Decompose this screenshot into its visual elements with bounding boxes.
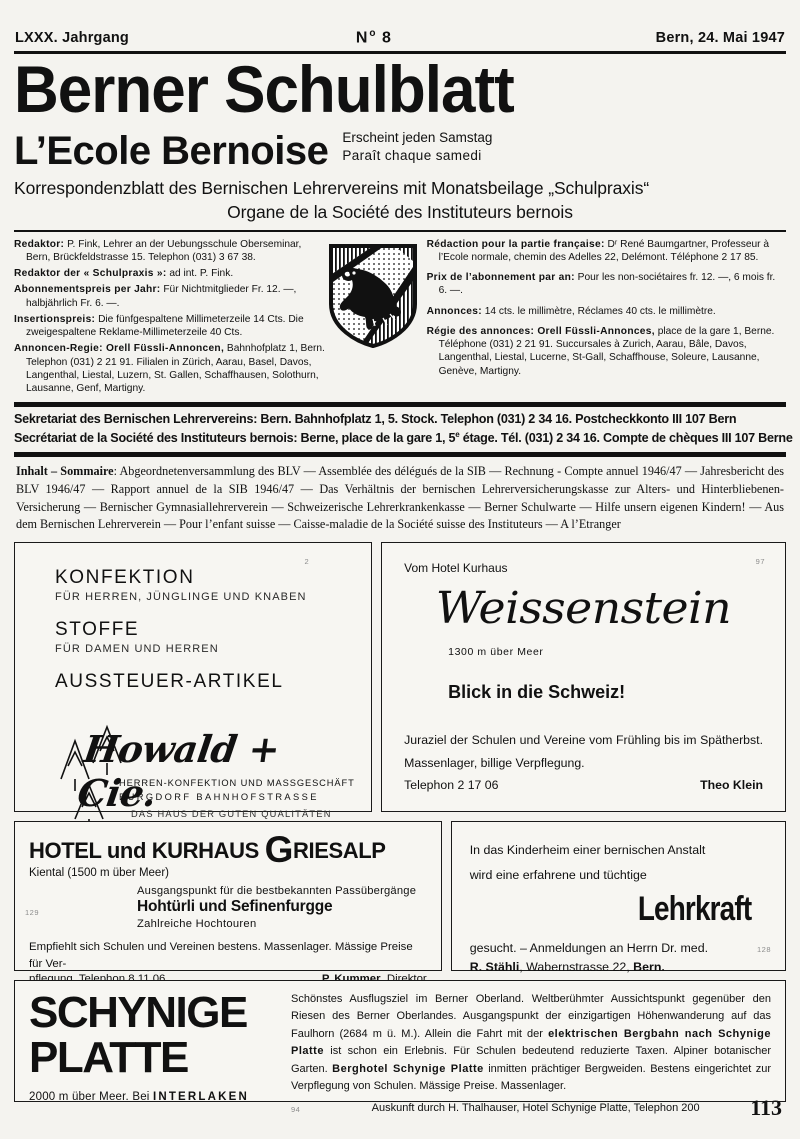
lehrkraft-contact-name: R. Stähli [469, 959, 520, 974]
imprint-de-label: Insertionspreis: [14, 313, 96, 325]
issue-number-label [356, 28, 393, 47]
imprint-fr-text: Dʳ René Baumgartner, Professeur à l’Ecole normale, chemin des Adelles 22, Delémont. Téléphone 2 17 85. [438, 238, 770, 263]
imprint-de-text: Für Nichtmitglieder Fr. 12. —, halbjährlich Fr. 6. —. [26, 284, 297, 309]
secretariat-fr-ordinal: e [455, 430, 460, 440]
lehrkraft-line-1: In das Kinderheim einer bernischen Anstalt [469, 843, 706, 858]
weissenstein-slogan: Blick in die Schweiz! [448, 682, 626, 703]
page-title-german: Berner Schulblatt [14, 53, 514, 128]
schynige-headline-2: PLATTE [29, 1032, 188, 1082]
page-title-french: L’Ecole Bernoise [14, 128, 329, 173]
schynige-bold-b: Berghotel Schynige Platte [332, 1062, 484, 1075]
ad-aussteuer-heading: AUSSTEUER-ARTIKEL [55, 671, 284, 693]
griesalp-passes-names: Hohtürli und Sefinenfurgge [137, 898, 333, 916]
lehrkraft-line-2: wird eine erfahrene und tüchtige [469, 867, 647, 882]
secretariat-block [10, 407, 793, 452]
imprint-fr-item [427, 305, 786, 318]
subtitle-french: Organe de la Société des Instituteurs bernois [227, 201, 573, 222]
griesalp-location: Kiental (1500 m über Meer) [29, 867, 169, 880]
schynige-body-a: Schönstes Ausflugsziel im Berner Oberland. Weltberühmter Aussichtspunkt gegenüber den Riesen des Berner Oberlandes. Ausgangspunkt der einzigartigen Höhenwanderung auf das Faulhorn (2684 m ü. M.). Allein die Fahrt mit der [291, 993, 771, 1040]
griesalp-title [29, 829, 427, 871]
lehrkraft-headline: Lehrkraft [637, 889, 751, 928]
weissenstein-footer [404, 778, 763, 792]
ad-lehrkraft-vacancy[interactable] [451, 821, 786, 974]
schynige-headline-1: SCHYNIGE [29, 988, 247, 1038]
page-number: 113 [750, 1095, 782, 1120]
howald-line-2: BURGDORF BAHNHOFSTRASSE [119, 792, 319, 803]
imprint-fr-item [427, 271, 786, 298]
contents-label: Inhalt – Sommaire [16, 464, 114, 479]
lehrkraft-line-3: gesucht. – Anmeldungen an Herrn Dr. med. [469, 940, 709, 955]
issue-number: 8 [381, 29, 393, 47]
schynige-left [29, 988, 281, 1103]
imprint-fr-label: Annonces: [426, 305, 482, 317]
imprint-de-label: Redaktor der « Schulpraxis »: [14, 268, 167, 280]
ad-row-1 [14, 542, 786, 820]
ad-konfektion-subheading: FÜR HERREN, JÜNGLINGE UND KNABEN [55, 591, 307, 604]
ad-hotel-weissenstein[interactable] [381, 542, 786, 812]
ad-howald-konfektion[interactable] [14, 542, 372, 820]
weissenstein-kicker: Vom Hotel Kurhaus [404, 561, 508, 576]
ad-reference-number: 2 [304, 557, 310, 567]
imprint-german [14, 238, 326, 399]
lehrkraft-contact-city: Bern. [633, 959, 665, 974]
weissenstein-body: Juraziel der Schulen und Vereine vom Frühling bis im Spätherbst. Massenlager, billige Verpflegung. [404, 733, 763, 771]
imprint-de-text: Bahnhofplatz 1, Bern. Telephon (031) 2 21 91. Filialen in Zürich, Aarau, Basel, Davos, Langenthal, Liestal, Luzern, St. Gallen, Schaffhausen, Solothurn, Lausanne, Genf, Martigny. [26, 343, 325, 395]
imprint-fr-text: Pour les non-sociétaires fr. 12. —, 6 mois fr. 6. —. [438, 272, 776, 297]
secretariat-fr-b: étage. Tél. (031) 2 34 16. Compte de chèques III 107 Berne [459, 431, 793, 446]
griesalp-passes-intro: Ausgangspunkt für die bestbekannten Passübergänge [137, 885, 417, 898]
contents-body: : Abgeordnetenversammlung des BLV — Assemblée des délégués de la SIB — Rechnung - Compte annuel 1946/47 — Jahresbericht des BLV 1946/47 — Rapport annuel de la SIB 1946/47 — Das Verhältnis der bernischen Lehrerversicherungskasse zur Alters- und Hinterbliebenen-Versicherung — Bernischer Gymnasiallehrerverein — Schweizerische Lehrerkrankenkasse — Berner Schulwarte — Hilfe unsern eigenen Kindern! — Aus dem Bernischen Lehrerverein — Pour l’enfant suisse — Caisse-maladie de la Société suisse des Instituteurs — A l’Etranger [16, 464, 784, 532]
griesalp-title-post: RIESALP [293, 838, 386, 864]
ad-konfektion-heading: KONFEKTION [55, 567, 195, 589]
contents-summary [10, 457, 790, 542]
ad-reference-number: 97 [755, 557, 765, 567]
ad-reference-number: 129 [25, 908, 40, 918]
schynige-body-b: ist schon ein Erlebnis. Für Schulen bedeutend reduzierte Taxen. Alpiner botanischer Garten. [291, 1045, 771, 1075]
ad-stoffe-subheading: FÜR DAMEN UND HERREN [55, 643, 219, 656]
imprint-de-label: Annoncen-Regie: Orell Füssli-Annoncen, [14, 343, 225, 355]
schynige-altitude [29, 1091, 281, 1103]
imprint-de-item [14, 267, 326, 280]
schynige-body-c: inmitten prächtiger Bergweiden. Bestens eingerichtet zur Verpflegung von Schulen. Mässige Preise. Massenlager. [291, 1062, 772, 1092]
weissenstein-phone: Telephon 2 17 06 [404, 777, 499, 792]
imprint-french [427, 238, 786, 399]
masthead [10, 54, 790, 222]
howald-logo [31, 721, 361, 831]
imprint-de-item [14, 342, 326, 395]
spacer [55, 655, 371, 671]
howald-line-1: HERREN-KONFEKTION UND MASSGESCHÄFT [119, 778, 355, 789]
issue-prefix: N [355, 29, 370, 47]
griesalp-tours: Zahlreiche Hochtouren [137, 918, 257, 931]
imprint-section [10, 232, 790, 403]
imprint-de-item [14, 283, 326, 310]
schynige-altitude-pre: 2000 m über Meer. Bei [29, 1090, 153, 1103]
schynige-bold-a: elektrischen Bergbahn nach Schynige Platte [291, 1027, 771, 1058]
publication-frequency [342, 129, 492, 169]
imprint-fr-item [427, 325, 786, 378]
howald-tagline: DAS HAUS DER GUTEN QUALITÄTEN [131, 809, 332, 820]
schynige-contact: Auskunft durch H. Thalhauser, Hotel Schynige Platte, Telephon 200 [371, 1102, 700, 1115]
imprint-de-text: ad int. P. Fink. [166, 268, 234, 280]
lehrkraft-contact [470, 958, 767, 977]
place-date-label: Bern, 24. Mai 1947 [655, 30, 785, 47]
imprint-de-text: Die fünfgespaltene Millimeterzeile 14 Cts. Die zweigespaltene Reklame-Millimeterzeile 40 Cts. [26, 313, 304, 339]
griesalp-title-pre: HOTEL und KURHAUS [29, 838, 265, 864]
imprint-de-item [14, 313, 326, 340]
subtitle-german: Korrespondenzblatt des Bernischen Lehrervereins mit Monatsbeilage „Schulpraxis“ [14, 177, 650, 198]
howald-business-lines [119, 777, 355, 805]
imprint-fr-item [427, 238, 786, 265]
weissenstein-altitude: 1300 m über Meer [448, 646, 544, 659]
ad-reference-number: 94 [291, 1105, 301, 1115]
schynige-body [291, 991, 771, 1095]
imprint-fr-text: 14 cts. le millimètre, Réclames 40 cts. le millimètre. [481, 305, 716, 317]
weissenstein-wordmark: Weissenstein [435, 583, 732, 635]
frequency-french: Paraît chaque samedi [342, 148, 482, 164]
spacer [55, 603, 371, 619]
imprint-fr-label: Prix de l’abonnement par an: [426, 272, 575, 284]
griesalp-passes-block [137, 885, 427, 930]
schynige-nearest-town: INTERLAKEN [152, 1090, 250, 1103]
weissenstein-owner: Theo Klein [700, 777, 763, 792]
secretariat-french [14, 429, 793, 448]
griesalp-body: Empfiehlt sich Schulen und Vereinen bestens. Massenlager. Mässige Preise für Ver- [29, 941, 413, 971]
masthead-french-row [14, 128, 786, 173]
lehrkraft-contact-address: , Wabernstrasse 22, [519, 959, 634, 974]
griesalp-title-initial: G [264, 829, 293, 871]
frequency-german: Erscheint jeden Samstag [342, 130, 493, 146]
imprint-fr-label: Rédaction pour la partie française: [426, 238, 605, 250]
imprint-de-label: Redaktor: [14, 238, 65, 250]
secretariat-german: Sekretariat des Bernischen Lehrervereins: Bern. Bahnhofplatz 1, 5. Stock. Telephon (031) 2 34 16. Postcheckkonto III 107 Bern [14, 412, 737, 427]
bern-bear-coat-of-arms-icon [326, 238, 420, 399]
imprint-de-text: P. Fink, Lehrer an der Uebungsschule Oberseminar, Bern, Brückfeldstrasse 15. Telephon (031) 3 67 38. [26, 238, 302, 263]
howald-wordmark: Howald + Cie. [74, 727, 283, 816]
volume-label: LXXX. Jahrgang [15, 30, 129, 47]
imprint-fr-label: Régie des annonces: Orell Füssli-Annonces, [426, 325, 655, 337]
schynige-footer [291, 1102, 771, 1114]
imprint-fr-text: place de la gare 1, Berne. Téléphone (031) 2 21 91. Succursales à Zurich, Aarau, Bâle, Davos, Langenthal, Liestal, Lucerne, St-Gall, Schaffhouse, Soleure, Lausanne, Genève, Martigny. [438, 325, 775, 377]
issue-ordinal-mark: o [369, 28, 376, 39]
ad-hotel-griesalp[interactable] [14, 821, 442, 971]
lehrkraft-footer [470, 939, 767, 977]
ad-row-2 [14, 821, 786, 974]
ad-reference-number: 128 [756, 945, 771, 955]
imprint-de-label: Abonnementspreis per Jahr: [14, 284, 161, 296]
imprint-de-item [14, 238, 326, 265]
secretariat-fr-a: Secrétariat de la Société des Instituteurs bernois: Berne, place de la gare 1, 5 [14, 431, 456, 446]
issue-header [10, 0, 790, 51]
ad-stoffe-heading: STOFFE [55, 619, 140, 641]
